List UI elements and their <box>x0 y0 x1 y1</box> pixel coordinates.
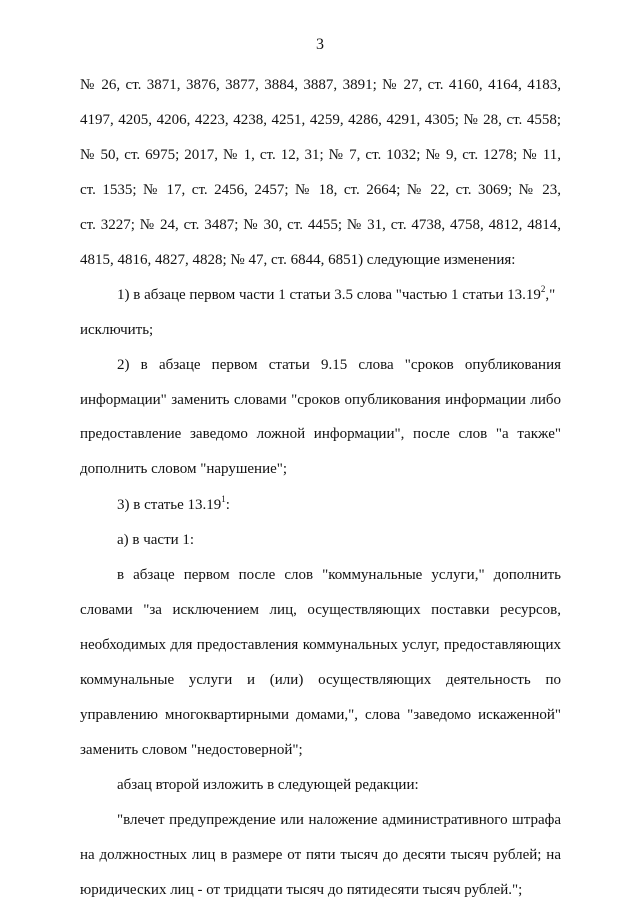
text-line: заменить словом "недостоверной"; <box>80 742 303 758</box>
text-line: № 50, ст. 6975; 2017, № 1, ст. 12, 31; № 7, ст. 1032; № 9, ст. 1278; № 11, <box>80 147 561 163</box>
superscript: 2 <box>540 284 546 294</box>
text-line: абзац второй изложить в следующей редакции: <box>117 777 419 793</box>
text-line: информации" заменить словами "сроков опубликования информации либо <box>80 392 561 408</box>
text-line: № 26, ст. 3871, 3876, 3877, 3884, 3887, 3891; № 27, ст. 4160, 4164, 4183, <box>80 77 561 93</box>
text-line: 4197, 4205, 4206, 4223, 4238, 4251, 4259, 4286, 4291, 4305; № 28, ст. 4558; <box>80 112 561 128</box>
text-line: 2) в абзаце первом статьи 9.15 слова "сроков опубликования <box>117 357 561 373</box>
text-line: дополнить словом "нарушение"; <box>80 461 288 477</box>
text-line: а) в части 1: <box>117 532 195 548</box>
superscript: 1 <box>221 494 226 504</box>
text-line: коммунальные услуги и (или) осуществляющих деятельность по <box>80 672 561 688</box>
text-line: "влечет предупреждение или наложение административного штрафа <box>117 812 561 828</box>
text-line: ст. 3227; № 24, ст. 3487; № 30, ст. 4455; № 31, ст. 4738, 4758, 4812, 4814, <box>80 217 561 233</box>
page-number: 3 <box>316 36 324 53</box>
text-line: словами "за исключением лиц, осуществляющих поставки ресурсов, <box>80 602 561 618</box>
text-run: 3) в статье 13.19 <box>117 497 222 513</box>
text-line: необходимых для предоставления коммунальных услуг, предоставляющих <box>80 637 561 653</box>
text-line: 4815, 4816, 4827, 4828; № 47, ст. 6844, 6851) следующие изменения: <box>80 252 516 268</box>
text-run: : <box>225 497 230 513</box>
text-line: на должностных лиц в размере от пяти тысяч до десяти тысяч рублей; на <box>80 847 561 863</box>
text-line: ст. 1535; № 17, ст. 2456, 2457; № 18, ст. 2664; № 22, ст. 3069; № 23, <box>80 182 561 198</box>
text-run: 1) в абзаце первом части 1 статьи 3.5 слова "частью 1 статьи 13.19 <box>117 287 541 303</box>
text-line: предоставление заведомо ложной информации", после слов "а также" <box>80 426 561 442</box>
paragraph-line <box>117 286 561 304</box>
text-run: ," <box>545 287 556 303</box>
text-line: в абзаце первом после слов "коммунальные услуги," дополнить <box>117 567 561 583</box>
text-line: управлению многоквартирными домами,", слова "заведомо искаженной" <box>80 707 561 723</box>
text-line: исключить; <box>80 322 154 338</box>
paragraph-line <box>117 496 561 514</box>
text-line: юридических лиц - от тридцати тысяч до пятидесяти тысяч рублей."; <box>80 882 523 898</box>
